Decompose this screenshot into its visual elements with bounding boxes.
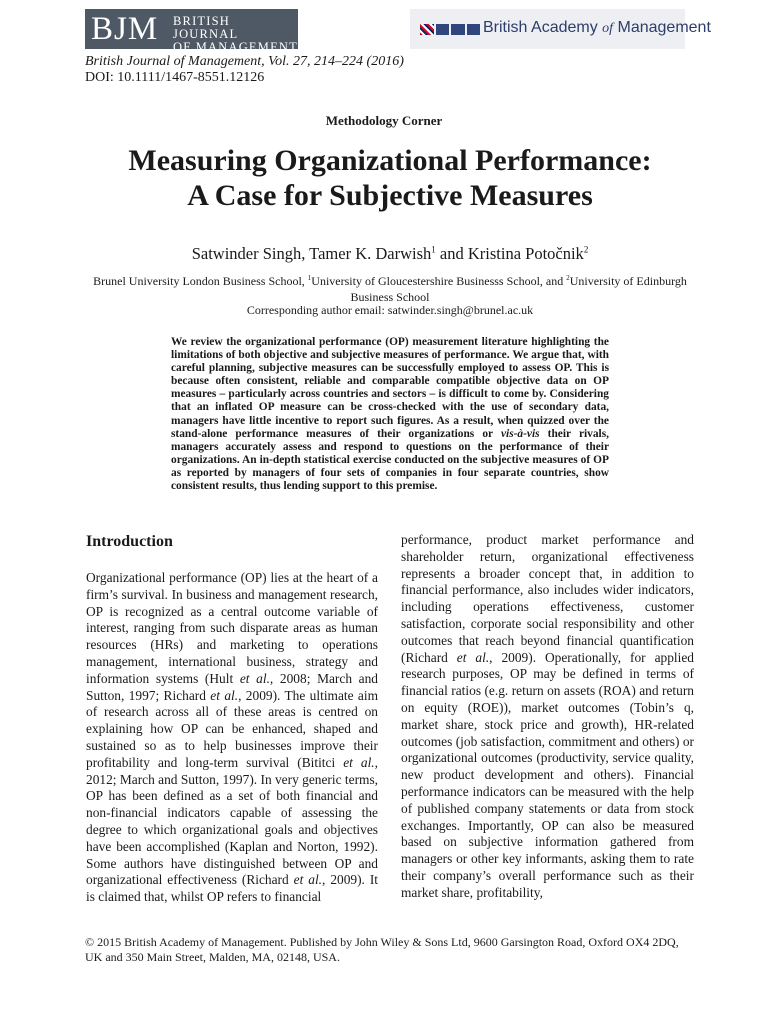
body-column-left: [86, 532, 378, 906]
academy-name: British Academy of Management: [483, 19, 711, 36]
section-label: Methodology Corner: [325, 113, 443, 128]
journal-name-line1: BRITISH JOURNAL: [173, 14, 239, 41]
copyright-footer: © 2015 British Academy of Management. Published by John Wiley & Sons Ltd, 9600 Garsington Road, Oxford OX4 2DQ, UK and 350 Main Street, Malden, MA, 02148, USA.: [85, 935, 679, 964]
affiliations: Brunel University London Business School, $^1$University of Gloucestershire Businesss School, and $^2$University of Edinburgh Business School: [93, 274, 687, 304]
citation: British Journal of Management, Vol. 27, 214–224 (2016): [85, 54, 404, 69]
doi: DOI: 10.1111/1467-8551.12126: [85, 70, 265, 85]
authors: Satwinder Singh, Tamer K. Darwish$^1$ and Kristina Potočnik$^2$: [191, 244, 589, 263]
abstract: We review the organizational performance (OP) measurement literature highlighting the limitations of both objective and subjective measures of performance. We argue that, with careful planning, subjective measures can be successfully employed to assess OP. This is because often consistent, reliable and comparable compatible objective data on OP measures – particularly across countries and sectors – is difficult to come by. Considering that an inflated OP measure can be cross-checked with the use of secondary data, managers have little incentive to report such figures. As a result, when quizzed over the stand-alone performance measures of their organizations or vis-à-vis their rivals, managers accurately assess and respond to questions on the performance of their organizations. An in-depth statistical exercise conducted on the subjective measures of OP as reported by managers of four sets of companies in four separate countries, show consistent results, thus lending support to this premise.: [171, 336, 609, 493]
journal-logo: [85, 9, 298, 54]
journal-name-line2: OF MANAGEMENT: [173, 40, 298, 54]
journal-abbrev: BJM: [91, 11, 159, 47]
academy-logo: [410, 9, 711, 49]
title-line1: Measuring Organizational Performance:: [128, 144, 652, 177]
paper-title: [60, 143, 720, 213]
body-text-left: Organizational performance (OP) lies at the heart of a firm’s survival. In business and management research, OP is recognized as a central outcome variable of interest, ranging from such disparate areas as human resources (HRs) and marketing to operations management, international business, strategy and information systems (Hult et al., 2008; March and Sutton, 1997; Richard et al., 2009). The ultimate aim of research across all of these areas is centred on explaining how OP can be enhanced, shaped and sustained so as to help businesses improve their profitability and long-term survival (Bititci et al., 2012; March and Sutton, 1997). In very generic terms, OP has been defined as a set of both financial and non-financial indicators capable of assessing the degree to which organizational goals and objectives have been accomplished (Kaplan and Norton, 1992). Some authors have distinguished between OP and organizational effectiveness (Richard et al., 2009). It is claimed that, whilst OP refers to financial: [86, 570, 379, 905]
journal-name: [173, 15, 298, 54]
title-line2: A Case for Subjective Measures: [187, 179, 593, 212]
flag-icon: [420, 24, 480, 35]
body-column-right: [401, 532, 694, 902]
body-text-right: performance, product market performance and shareholder return, organizational effectiveness represents a broader concept that, in addition to financial performance, also includes wider indicators, including operations effectiveness, customer satisfaction, corporate social responsibility and other outcomes that reach beyond financial quantification (Richard et al., 2009). Operationally, for applied research purposes, OP may be defined in terms of financial ratios (e.g. return on assets (ROA) and return on equity (ROE)), market outcomes (Tobin’s q, market share, stock price and growth), HR-related outcomes (job satisfaction, commitment and others) or organizational outcomes (productivity, service quality, new product development and others). Financial performance indicators can be measured with the help of published company statements or data from stock exchanges. Importantly, OP can also be measured based on subjective information gathered from managers or other key informants, asking them to rate their company’s overall performance such as their market share, profitability,: [401, 532, 694, 900]
corresponding-author: Corresponding author email: satwinder.singh@brunel.ac.uk: [246, 303, 534, 317]
introduction-heading: Introduction: [86, 533, 173, 550]
